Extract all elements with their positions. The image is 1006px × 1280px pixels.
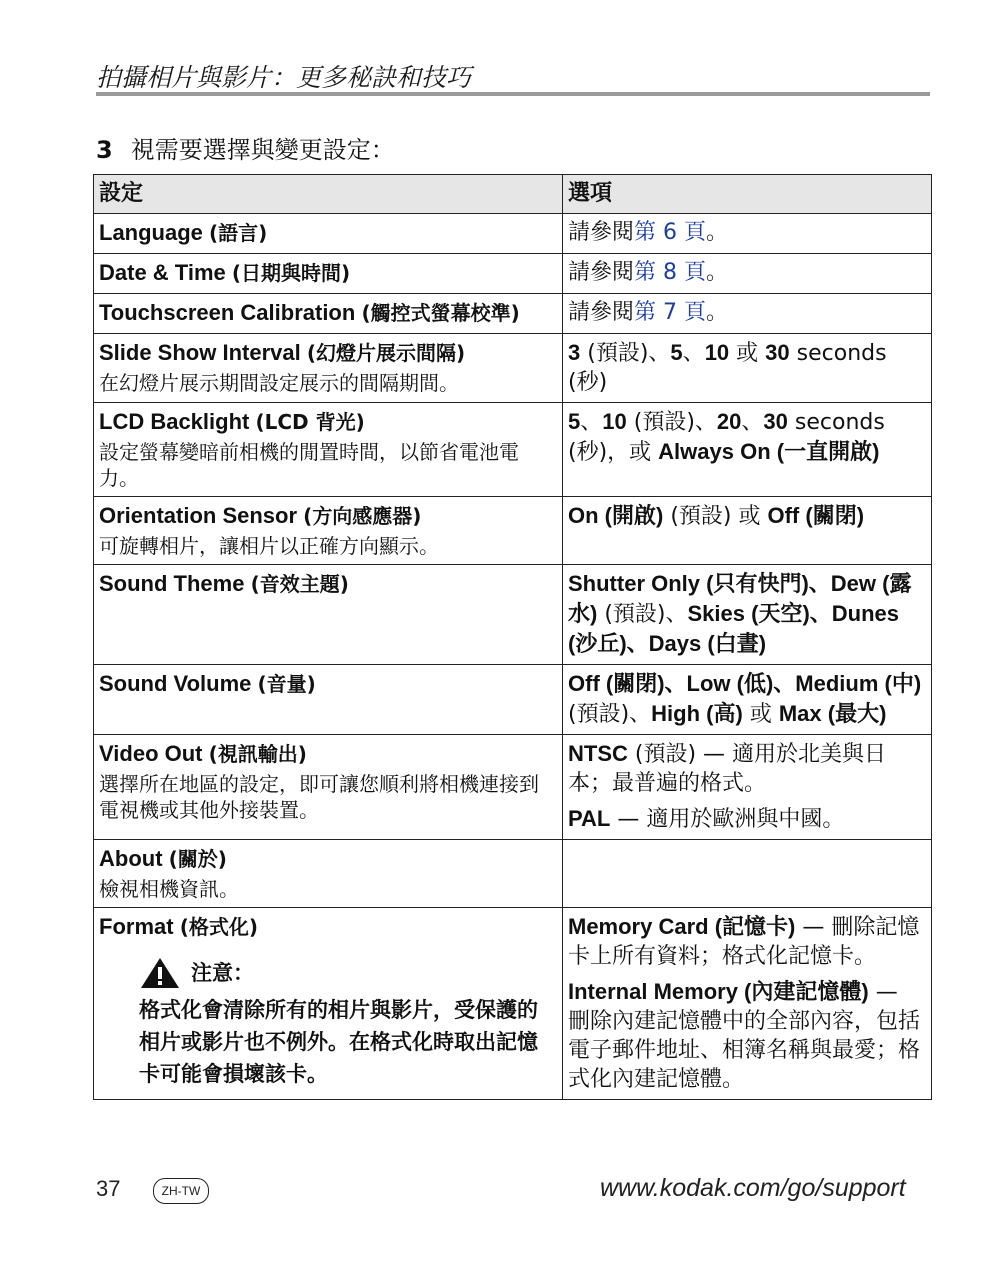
setting-name: Format (格式化) [99, 914, 258, 939]
setting-options: 請參閱第 8 頁。 [563, 254, 932, 294]
setting-name: Sound Theme (音效主題) [99, 571, 349, 596]
page-link[interactable]: 第 7 頁 [634, 300, 706, 325]
caution-block [99, 956, 557, 1090]
table-row [94, 254, 932, 294]
step-text: 視需要選擇與變更設定： [130, 136, 395, 164]
setting-options: 3 (預設)、5、10 或 30 seconds (秒) [563, 334, 932, 403]
table-header-row [94, 175, 932, 214]
setting-name: Date & Time (日期與時間) [99, 260, 351, 285]
page-number: 37 [96, 1176, 121, 1201]
table-row [94, 497, 932, 565]
table-row [94, 403, 932, 497]
setting-description: 檢視相機資訊。 [99, 877, 239, 901]
setting-options: Shutter Only (只有快門)、Dew (露水) (預設)、Skies (天空)、Dunes (沙丘)、Days (白晝) [563, 565, 932, 665]
table-row [94, 294, 932, 334]
step-instruction [96, 130, 395, 165]
setting-options: 5、10 (預設)、20、30 seconds (秒)，或 Always On (一直開啟) [563, 403, 932, 497]
column-header-setting: 設定 [94, 175, 563, 214]
table-row [94, 565, 932, 665]
support-url[interactable]: www.kodak.com/go/support [600, 1174, 906, 1202]
column-header-options: 選項 [563, 175, 932, 214]
setting-options: 請參閱第 7 頁。 [563, 294, 932, 334]
step-number: 3 [96, 136, 113, 164]
page-header-title: 拍攝相片與影片：更多秘訣和技巧 [96, 63, 472, 92]
setting-options: 請參閱第 6 頁。 [563, 214, 932, 254]
setting-name: Slide Show Interval (幻燈片展示間隔) [99, 340, 466, 365]
table-row [94, 908, 932, 1100]
setting-options: On (開啟) (預設) 或 Off (關閉) [563, 497, 932, 565]
settings-table [93, 174, 932, 1100]
setting-name: Touchscreen Calibration (觸控式螢幕校準) [99, 300, 520, 325]
header-divider [96, 92, 930, 96]
caution-title: 注意： [191, 960, 254, 985]
setting-name: Sound Volume (音量) [99, 671, 316, 696]
table-row [94, 334, 932, 403]
table-row [94, 735, 932, 840]
setting-options: Off (關閉)、Low (低)、Medium (中) (預設)、High (高) 或 Max (最大) [563, 665, 932, 735]
setting-description: 在幻燈片展示期間設定展示的間隔期間。 [99, 371, 459, 395]
language-badge: ZH-TW [153, 1178, 209, 1204]
setting-name: Language (語言) [99, 220, 268, 245]
setting-description: 可旋轉相片，讓相片以正確方向顯示。 [99, 534, 439, 558]
setting-options [563, 840, 932, 908]
caution-text: 格式化會清除所有的相片與影片，受保護的相片或影片也不例外。在格式化時取出記憶卡可能會損壞該卡。 [139, 998, 538, 1086]
table-row [94, 840, 932, 908]
page-link[interactable]: 第 6 頁 [634, 220, 706, 245]
setting-name: Video Out (視訊輸出) [99, 741, 307, 766]
table-row [94, 665, 932, 735]
page-link[interactable]: 第 8 頁 [634, 260, 706, 285]
setting-options: Memory Card (記憶卡) — 刪除記憶卡上所有資料；格式化記憶卡。 Internal Memory (內建記憶體) — 刪除內建記憶體中的全部內容，包括電子郵件地址、相簿名稱與最愛；格式化內建記憶體。 [563, 908, 932, 1100]
setting-name: LCD Backlight (LCD 背光) [99, 409, 365, 434]
setting-description: 設定螢幕變暗前相機的閒置時間，以節省電池電力。 [99, 440, 519, 490]
table-row [94, 214, 932, 254]
setting-description: 選擇所在地區的設定，即可讓您順利將相機連接到電視機或其他外接裝置。 [99, 772, 539, 822]
setting-options: NTSC (預設) — 適用於北美與日本；最普遍的格式。 PAL — 適用於歐洲與中國。 [563, 735, 932, 840]
setting-name: About (關於) [99, 846, 227, 871]
warning-icon [139, 956, 181, 990]
setting-name: Orientation Sensor (方向感應器) [99, 503, 422, 528]
